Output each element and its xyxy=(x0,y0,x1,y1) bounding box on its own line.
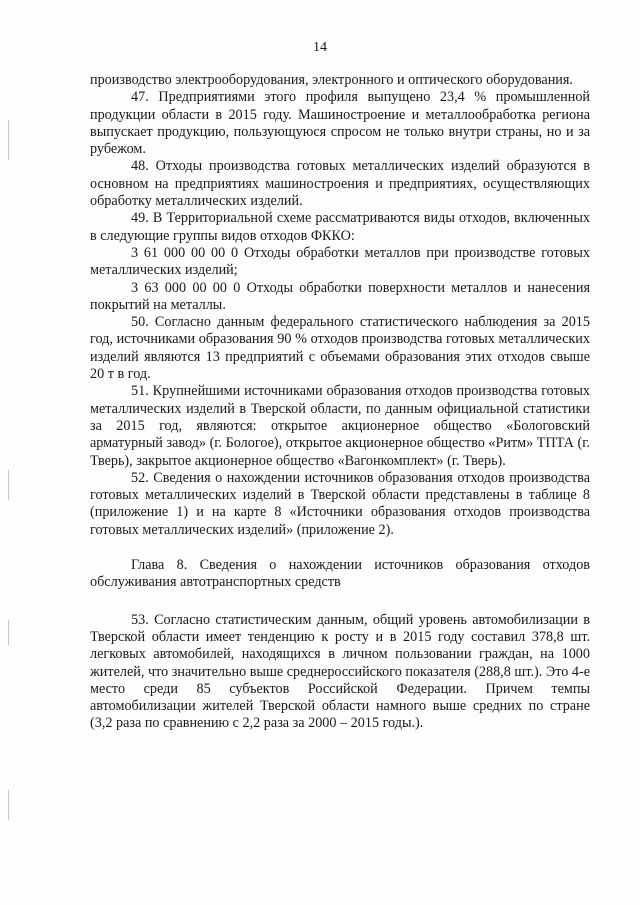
scan-artifact xyxy=(8,620,9,645)
document-body xyxy=(90,72,590,733)
paragraph-51: 51. Крупнейшими источниками образования отходов производства готовых металлических изделий в Тверской области, по данным официальной статистики за 2015 год, являются: открытое акционерное общество «Бологовский арматурный завод» (г. Бологое), открытое акционерное общество «Ритм» ТПТА (г. Тверь), закрытое акционерное общество «Вагонкомплект» (г. Тверь). xyxy=(90,383,590,469)
paragraph-48: 48. Отходы производства готовых металлических изделий образуются в основном на предприятиях машиностроения и предприятиях, осуществляющих обработку металлических изделий. xyxy=(90,158,590,210)
paragraph-50: 50. Согласно данным федерального статистического наблюдения за 2015 год, источниками образования 90 % отходов производства готовых металлических изделий являются 13 предприятий с объемами образования этих отходов свыше 20 т в год. xyxy=(90,314,590,383)
paragraph-53: 53. Согласно статистическим данным, общий уровень автомобилизации в Тверской области имеет тенденцию к росту и в 2015 году составил 378,8 шт. легковых автомобилей, находящихся в личном пользовании граждан, на 1000 жителей, что значительно выше среднероссийского показателя (288,8 шт.). Это 4-е место среди 85 субъектов Российской Федерации. Причем темпы автомобилизации жителей Тверской области намного выше средних по стране (3,2 раза по сравнению с 2,2 раза за 2000 – 2015 годы.). xyxy=(90,611,590,732)
scan-artifact xyxy=(8,790,9,820)
scan-artifact xyxy=(8,470,9,500)
paragraph-47: 47. Предприятиями этого профиля выпущено 23,4 % промышленной продукции области в 2015 году. Машиностроение и металлообработка региона выпускает продукцию, пользующуюся спросом не только внутри страны, но и за рубежом. xyxy=(90,89,590,158)
fkko-code-item-2: 3 63 000 00 00 0 Отходы обработки поверхности металлов и нанесения покрытий на металлы. xyxy=(90,279,590,313)
paragraph-continuation: производство электрооборудования, электронного и оптического оборудования. xyxy=(90,72,573,88)
paragraph-49: 49. В Территориальной схеме рассматриваются виды отходов, включенных в следующие группы видов отходов ФККО: xyxy=(90,210,590,244)
fkko-code-item-1: 3 61 000 00 00 0 Отходы обработки металлов при производстве готовых металлических изделий; xyxy=(90,244,590,279)
scan-artifact xyxy=(8,120,9,160)
chapter-heading: Глава 8. Сведения о нахождении источников образования отходов обслуживания автотранспортных средств xyxy=(90,557,590,591)
paragraph-52: 52. Сведения о нахождении источников образования отходов производства готовых металлических изделий в Тверской области представлены в таблице 8 (приложение 1) и на карте 8 «Источники образования отходов производства готовых металлических изделий» (приложение 2). xyxy=(90,469,590,538)
page-number: 14 xyxy=(313,40,327,55)
